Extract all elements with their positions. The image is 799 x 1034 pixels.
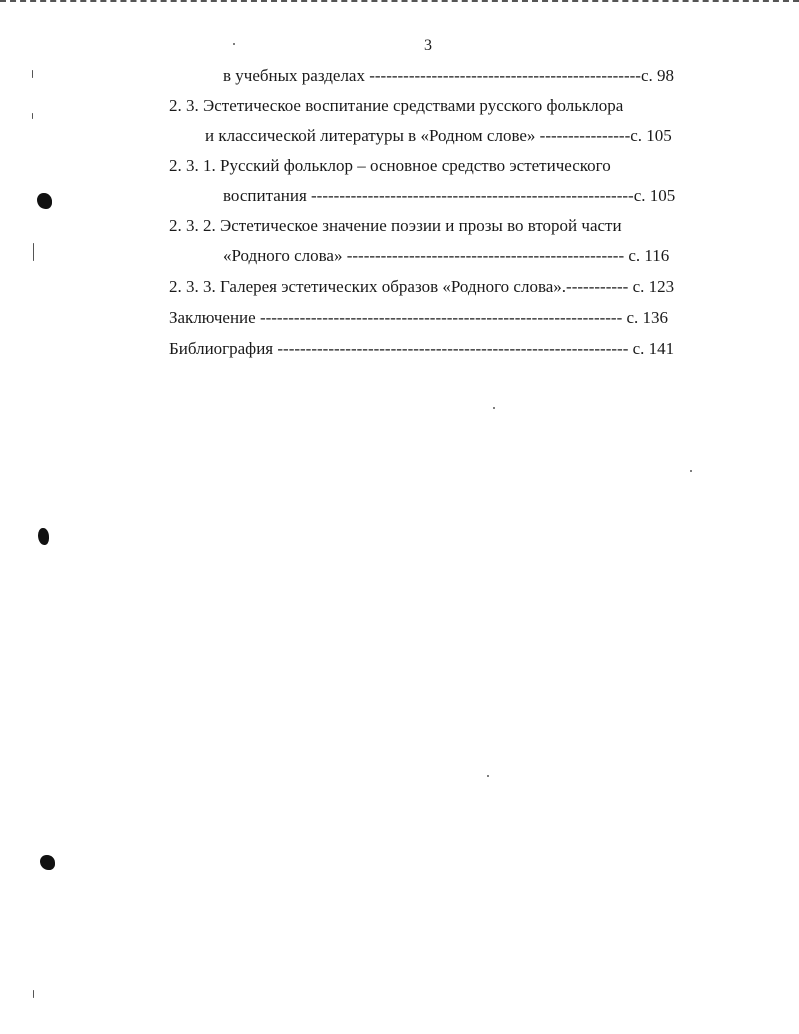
toc-entry-2-3-3: 2. 3. 3. Галерея эстетических образов «Родного слова».----------- с. 123 [169, 277, 675, 296]
scan-speck [32, 70, 33, 78]
scan-speck [487, 775, 489, 777]
toc-entry-2-3-2: 2. 3. 2. Эстетическое значение поэзии и прозы во второй части [169, 216, 622, 235]
toc-entry-continuation: в учебных разделах ------------------------------------------------с. 98 [223, 66, 674, 85]
scan-speck [33, 990, 34, 998]
scan-speck [493, 407, 495, 409]
scan-speck [32, 113, 33, 119]
scan-speck [33, 243, 34, 261]
scan-speck [233, 43, 235, 45]
punch-hole-mark [37, 193, 52, 209]
toc-entry-2-3-2-continuation: «Родного слова» ------------------------------------------------- с. 116 [223, 246, 670, 265]
toc-entry-bibliography: Библиография -------------------------------------------------------------- с. 141 [169, 339, 675, 358]
toc-entry-2-3-1: 2. 3. 1. Русский фольклор – основное средство эстетического [169, 156, 611, 175]
toc-entry-2-3-1-continuation: воспитания ---------------------------------------------------------с. 105 [223, 186, 676, 205]
top-scan-border [0, 0, 799, 5]
punch-hole-mark [38, 528, 49, 545]
page-number: 3 [424, 37, 432, 54]
punch-hole-mark [40, 855, 55, 870]
scan-speck [690, 470, 692, 472]
toc-entry-conclusion: Заключение ---------------------------------------------------------------- с. 136 [169, 308, 669, 327]
toc-entry-2-3-continuation: и классической литературы в «Родном слове» ----------------с. 105 [205, 126, 672, 145]
toc-entry-2-3: 2. 3. Эстетическое воспитание средствами русского фольклора [169, 96, 624, 115]
